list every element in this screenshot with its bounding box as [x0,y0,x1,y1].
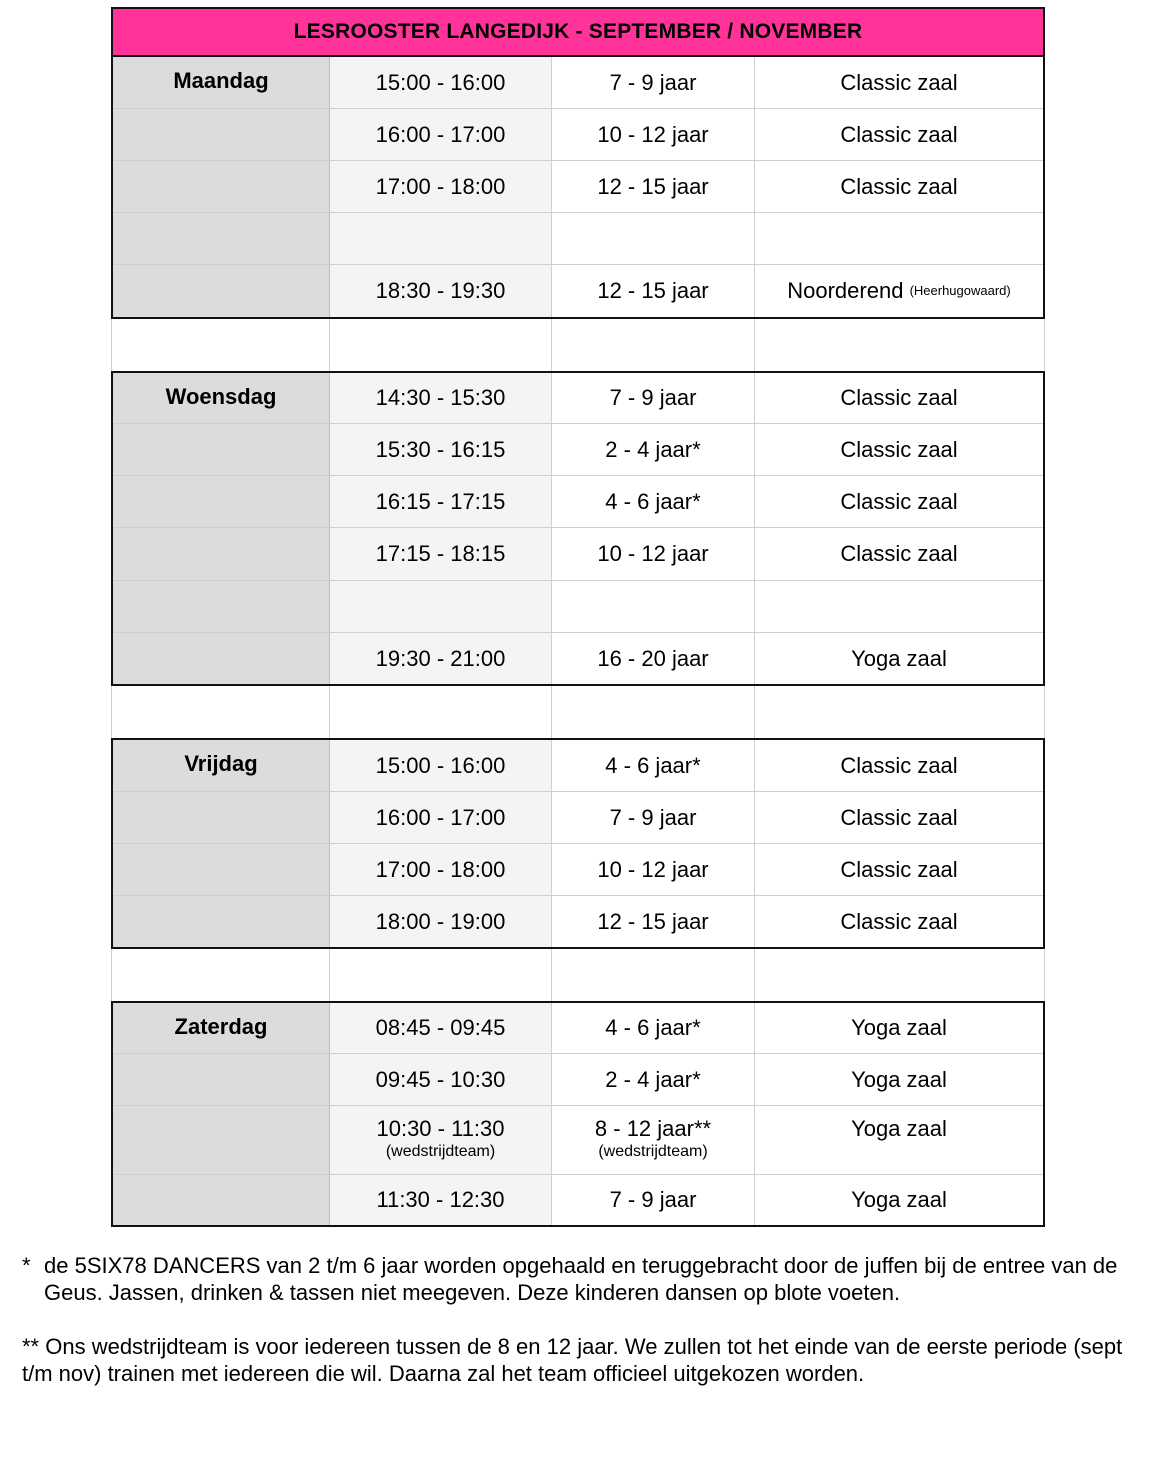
time-cell [330,581,552,632]
day-block-woensdag [111,371,1045,686]
table-row-empty [113,581,1043,633]
room-cell: Yoga zaal [755,1003,1043,1053]
day-label-empty [113,1175,330,1225]
room-location-note: (Heerhugowaard) [909,283,1011,299]
time-cell [330,213,552,264]
table-row [113,896,1043,947]
room-cell: Classic zaal [755,792,1043,843]
room-cell: Classic zaal [755,740,1043,791]
time-cell: 18:30 - 19:30 [330,265,552,317]
table-row-empty [113,213,1043,265]
schedule-title: LESROOSTER LANGEDIJK - SEPTEMBER / NOVEMBER [111,7,1045,57]
day-label-empty [113,844,330,895]
table-row [113,424,1043,476]
day-label-empty [113,581,330,632]
age-cell: 10 - 12 jaar [552,844,755,895]
table-row [113,844,1043,896]
room-cell: Yoga zaal [755,1175,1043,1225]
time-note: (wedstrijdteam) [385,1143,496,1161]
time-cell: 17:15 - 18:15 [330,528,552,580]
table-row [113,109,1043,161]
table-row [113,1106,1043,1175]
day-block-zaterdag [111,1001,1045,1227]
age-cell: 12 - 15 jaar [552,896,755,947]
day-label-empty [113,1106,330,1174]
room-cell: Classic zaal [755,161,1043,212]
time-cell: 15:00 - 16:00 [330,740,552,791]
age-cell: 2 - 4 jaar* [552,424,755,475]
room-cell: Classic zaal [755,424,1043,475]
time-cell: 15:00 - 16:00 [330,57,552,108]
spacer-row [111,686,1045,738]
table-row [113,1003,1043,1054]
day-label-empty [113,1054,330,1105]
day-label-empty [113,161,330,212]
table-row [113,528,1043,581]
time-cell: 14:30 - 15:30 [330,373,552,423]
time-cell: 15:30 - 16:15 [330,424,552,475]
day-label-empty [113,265,330,317]
day-block-maandag [111,57,1045,319]
room-cell [755,213,1043,264]
time-cell: 18:00 - 19:00 [330,896,552,947]
age-cell: 4 - 6 jaar* [552,740,755,791]
age-cell: 10 - 12 jaar [552,109,755,160]
age-cell: 7 - 9 jaar [552,373,755,423]
footnote-single-star [22,1252,1142,1306]
day-label-empty [113,213,330,264]
table-row [113,1175,1043,1225]
table-row [113,161,1043,213]
room-cell: Yoga zaal [755,633,1043,684]
room-cell: Classic zaal [755,844,1043,895]
day-label-empty [113,109,330,160]
time-value: 10:30 - 11:30 [376,1116,505,1141]
age-cell: 4 - 6 jaar* [552,476,755,527]
age-cell [552,1106,755,1174]
age-cell: 16 - 20 jaar [552,633,755,684]
time-cell: 16:00 - 17:00 [330,109,552,160]
age-note: (wedstrijdteam) [598,1143,708,1161]
age-cell [552,581,755,632]
spacer-row [111,319,1045,371]
room-cell: Classic zaal [755,57,1043,108]
room-cell [755,581,1043,632]
age-cell: 7 - 9 jaar [552,57,755,108]
time-cell: 16:15 - 17:15 [330,476,552,527]
day-label-empty [113,528,330,580]
table-row [113,476,1043,528]
table-row [113,740,1043,792]
room-cell: Classic zaal [755,373,1043,423]
age-cell: 7 - 9 jaar [552,792,755,843]
age-cell: 2 - 4 jaar* [552,1054,755,1105]
time-cell [330,1106,552,1174]
room-cell: Yoga zaal [755,1106,1043,1174]
age-cell: 7 - 9 jaar [552,1175,755,1225]
footnotes [22,1252,1142,1387]
time-cell: 09:45 - 10:30 [330,1054,552,1105]
age-cell: 10 - 12 jaar [552,528,755,580]
schedule-table [111,7,1045,1227]
room-name: Noorderend [787,278,904,304]
room-cell: Classic zaal [755,476,1043,527]
room-cell: Classic zaal [755,109,1043,160]
age-cell: 12 - 15 jaar [552,265,755,317]
footnote-double-star: ** Ons wedstrijdteam is voor iedereen tussen de 8 en 12 jaar. We zullen tot het einde van de eerste periode (sept t/m nov) trainen met iedereen die wil. Daarna zal het team officieel uitgekozen worden. [22,1334,1123,1386]
day-block-vrijdag [111,738,1045,949]
day-label-empty [113,896,330,947]
table-row [113,1054,1043,1106]
day-label: Woensdag [113,373,330,423]
age-cell: 12 - 15 jaar [552,161,755,212]
room-cell: Classic zaal [755,528,1043,580]
age-cell: 4 - 6 jaar* [552,1003,755,1053]
day-label-empty [113,424,330,475]
day-label-empty [113,633,330,684]
day-label-empty [113,476,330,527]
table-row [113,373,1043,424]
day-label: Zaterdag [113,1003,330,1053]
room-cell [755,265,1043,317]
footnote-mark: * [22,1253,31,1278]
table-row [113,792,1043,844]
time-cell: 11:30 - 12:30 [330,1175,552,1225]
age-cell [552,213,755,264]
day-label: Maandag [113,57,330,108]
time-cell: 17:00 - 18:00 [330,161,552,212]
spacer-row [111,949,1045,1001]
day-label: Vrijdag [113,740,330,791]
table-row [113,633,1043,684]
time-cell: 16:00 - 17:00 [330,792,552,843]
time-cell: 08:45 - 09:45 [330,1003,552,1053]
room-cell: Classic zaal [755,896,1043,947]
room-cell: Yoga zaal [755,1054,1043,1105]
table-row [113,265,1043,317]
time-cell: 19:30 - 21:00 [330,633,552,684]
time-cell: 17:00 - 18:00 [330,844,552,895]
footnote-text: de 5SIX78 DANCERS van 2 t/m 6 jaar worden opgehaald en teruggebracht door de juffen bij de entree van de Geus. Jassen, drinken & tassen niet meegeven. Deze kinderen dansen op blote voeten. [44,1253,1118,1305]
day-label-empty [113,792,330,843]
table-row [113,57,1043,109]
age-value: 8 - 12 jaar** [594,1116,712,1141]
